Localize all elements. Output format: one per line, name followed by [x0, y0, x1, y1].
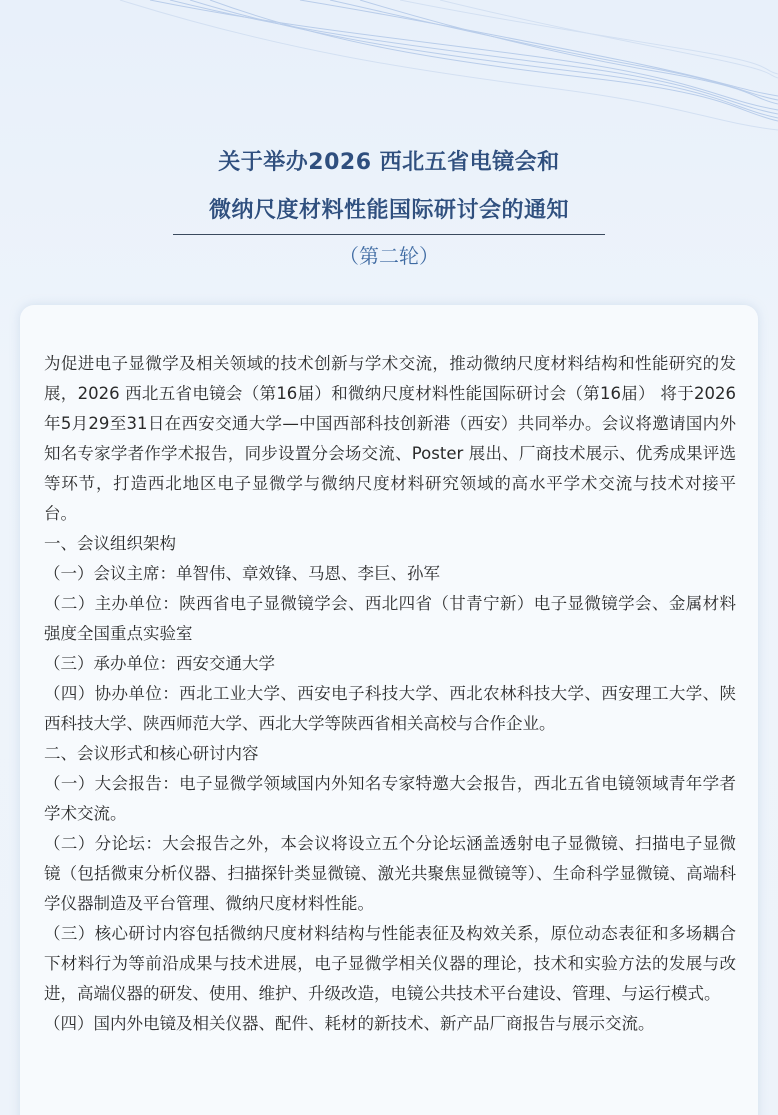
title-block	[0, 140, 778, 269]
section-heading-format: 二、会议形式和核心研讨内容	[44, 744, 259, 763]
item-core-topics: （三）核心研讨内容包括微纳尺度材料结构与性能表征及构效关系，原位动态表征和多场耦合下材料行为等前沿成果与技术进展，电子显微学相关仪器的理论，技术和实验方法的发展与改进，高端仪器的研发、使用、维护、升级改造，电镜公共技术平台建设、管理、与运行模式。	[44, 924, 736, 1003]
page-title-line-1: 关于举办2026 西北五省电镜会和	[218, 150, 560, 175]
item-sub-forums: （二）分论坛：大会报告之外，本会议将设立五个分论坛涵盖透射电子显微镜、扫描电子显微镜（包括微束分析仪器、扫描探针类显微镜、激光共聚焦显微镜等）、生命科学显微镜、高端科学仪器制造及平台管理、微纳尺度材料性能。	[44, 834, 736, 913]
notice-body	[44, 349, 736, 1039]
item-plenary: （一）大会报告：电子显微学领域国内外知名专家特邀大会报告，西北五省电镜领域青年学者学术交流。	[44, 774, 736, 823]
section-heading-organization: 一、会议组织架构	[44, 534, 176, 553]
item-host: （三）承办单位：西安交通大学	[44, 654, 275, 673]
item-co-organizers: （四）协办单位：西北工业大学、西安电子科技大学、西北农林科技大学、西安理工大学、陕西科技大学、陕西师范大学、西北大学等陕西省相关高校与合作企业。	[44, 684, 736, 733]
intro-paragraph: 为促进电子显微学及相关领域的技术创新与学术交流，推动微纳尺度材料结构和性能研究的发展，2026 西北五省电镜会（第16届）和微纳尺度材料性能国际研讨会（第16届） 将于2026年5月29至31日在西安交通大学—中国西部科技创新港（西安）共同举办。会议将邀请国内外知名专家学者作学术报告，同步设置分会场交流、Poster 展出、厂商技术展示、优秀成果评选等环节，打造西北地区电子显微学与微纳尺度材料研究领域的高水平学术交流与技术对接平台。	[44, 354, 736, 523]
item-chairs: （一）会议主席：单智伟、章效锋、马恩、李巨、孙军	[44, 564, 440, 583]
decorative-wave-lines	[0, 0, 778, 140]
item-organizers: （二）主办单位：陕西省电子显微镜学会、西北四省（甘青宁新）电子显微镜学会、金属材料强度全国重点实验室	[44, 594, 736, 643]
content-card	[20, 305, 758, 1115]
page-title-line-2: 微纳尺度材料性能国际研讨会的通知	[208, 198, 569, 223]
title-underline	[173, 234, 605, 235]
item-exhibition: （四）国内外电镜及相关仪器、配件、耗材的新技术、新产品厂商报告与展示交流。	[44, 1014, 655, 1033]
page-subtitle: （第二轮）	[339, 244, 439, 268]
